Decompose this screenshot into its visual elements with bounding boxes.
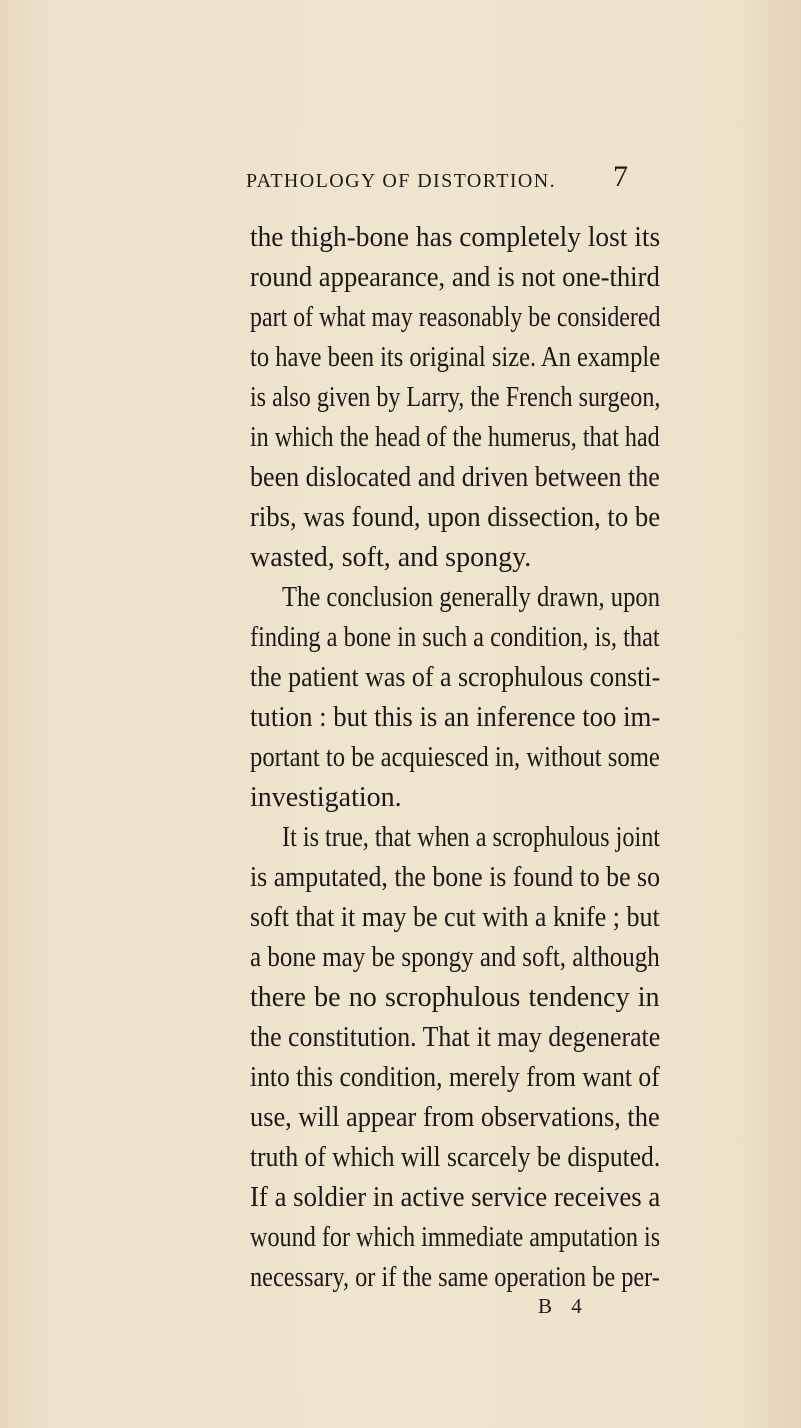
text-line: the constitution. That it may degenerate <box>250 1022 661 1053</box>
text-line: wasted, soft, and spongy. <box>250 542 532 573</box>
running-title: PATHOLOGY OF DISTORTION. <box>246 170 557 192</box>
paragraph-start-line: The conclusion generally drawn, upon <box>282 582 660 613</box>
text-line: part of what may reasonably be considered <box>250 302 661 333</box>
text-line: the thigh-bone has completely lost its <box>250 222 661 253</box>
text-line: ribs, was found, upon dissection, to be <box>250 502 661 533</box>
text-line: tution : but this is an inference too im- <box>250 702 661 733</box>
page-number: 7 <box>613 160 628 193</box>
text-line: If a soldier in active service receives a <box>250 1182 661 1213</box>
text-line: round appearance, and is not one-third <box>250 262 660 293</box>
text-line: use, will appear from observations, the <box>250 1102 660 1133</box>
text-line: truth of which will scarcely be disputed. <box>250 1142 661 1173</box>
text-line: there be no scrophulous tendency in <box>250 982 660 1013</box>
text-line: is also given by Larry, the French surgeon, <box>250 382 661 413</box>
page-header <box>246 160 646 200</box>
text-line: to have been its original size. An example <box>250 342 661 373</box>
text-line: investigation. <box>250 782 402 813</box>
text-line: in which the head of the humerus, that had <box>250 422 660 453</box>
text-line: wound for which immediate amputation is <box>250 1222 661 1253</box>
text-line: into this condition, merely from want of <box>250 1062 660 1093</box>
signature-mark: B 4 <box>538 1294 589 1318</box>
text-line: been dislocated and driven between the <box>250 462 660 493</box>
text-line: portant to be acquiesced in, without some <box>250 742 660 773</box>
text-line: is amputated, the bone is found to be so <box>250 862 661 893</box>
text-line: a bone may be spongy and soft, although <box>250 942 660 973</box>
text-line: finding a bone in such a condition, is, that <box>250 622 660 653</box>
text-line: necessary, or if the same operation be per- <box>250 1262 660 1293</box>
paragraph-start-line: It is true, that when a scrophulous joint <box>282 822 661 853</box>
text-line: soft that it may be cut with a knife ; but <box>250 902 660 933</box>
text-line: the patient was of a scrophulous consti- <box>250 662 661 693</box>
